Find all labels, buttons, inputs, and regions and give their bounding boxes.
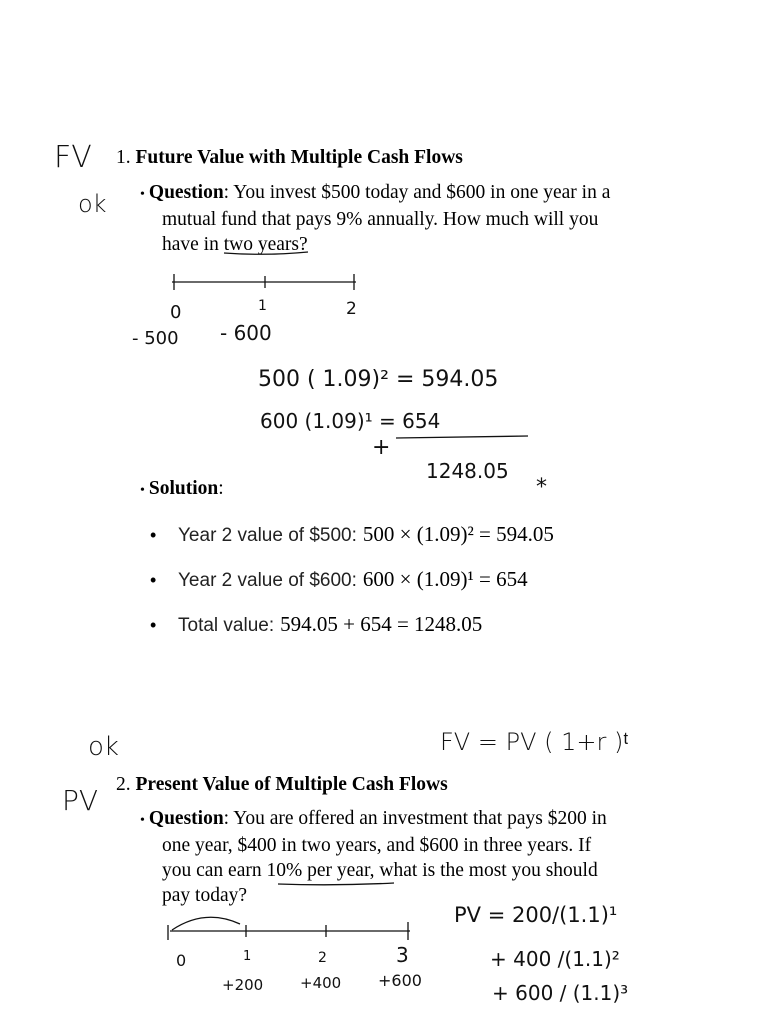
timeline-tick-2: 2 [318,950,327,966]
timeline-tick-3: 3 [396,943,409,967]
timeline-tick-1: 1 [258,298,267,314]
work-plus: + [372,435,391,460]
section2-number: 2. [116,774,131,795]
question-text: ? [299,234,308,255]
solution-item-equation: 594.05 + 654 = 1248.05 [280,612,483,636]
margin-note-pv: PV [62,784,99,817]
pv-work-line-1: PV = 200/(1.1)¹ [454,903,618,927]
cash-flow-1: - 600 [220,321,272,345]
solution-label: Solution [148,478,219,499]
pv-work-line-2: + 400 /(1.1)² [490,947,620,971]
solution-item-label: Year 2 value of $500: [178,525,357,546]
timeline-tick-0: 0 [170,302,182,323]
work-line-2: 600 (1.09)¹ = 654 [260,409,441,433]
solution-item-label: Total value: [178,615,275,636]
bullet: • [150,615,157,635]
question-line: one year, $400 in two years, and $600 in three years. If [162,835,592,856]
section1-question: • Question: You invest $500 today and $600 in one year in a mutual fund that pays 9% annually. How much will you have in two years? [140,182,611,255]
question-text: you can earn [162,860,267,881]
question-line: pay today? [162,885,248,906]
margin-note-ok: ok [78,190,107,218]
formula-note: FV = PV ( 1+r )ᵗ [440,728,629,756]
solution-item-label: Year 2 value of $600: [178,570,357,591]
section2-title: Present Value of Multiple Cash Flows [135,774,448,795]
question-text: : You invest $500 today and $600 in one year in a [223,182,611,203]
cash-flow-1: +400 [300,974,342,992]
section1-number: 1. [116,147,131,168]
question-text: : You are offered an investment that pays $200 in [223,808,607,829]
solution-heading: • Solution: [140,478,224,499]
question-text: what is the most you should [374,860,598,881]
bullet: • [150,525,157,545]
pv-work-line-3: + 600 / (1.1)³ [492,981,629,1005]
timeline-tick-1: 1 [243,949,252,964]
cash-flow-0: - 500 [132,328,179,349]
question-label: Question [148,182,224,203]
margin-note-fv: FV [54,140,92,175]
question-label: Question [148,808,224,829]
cash-flow-0: +200 [222,976,264,994]
timeline-tick-0: 0 [176,951,187,970]
bullet: • [150,570,157,590]
section1-title: Future Value with Multiple Cash Flows [135,147,463,168]
underlined-phrase: 10% per year, [266,860,375,881]
work-star: * [536,475,547,500]
solution-item-equation: 600 × (1.09)¹ = 654 [362,567,528,591]
solution-colon: : [218,478,224,499]
timeline-tick-2: 2 [346,299,357,319]
work-total: 1248.05 [426,459,509,483]
cash-flow-2: +600 [378,971,422,990]
margin-note-ok: ok [88,732,119,762]
underlined-phrase: two years [223,234,300,255]
section2-question: • Question: You are offered an investment that pays $200 in one year, $400 in two years, and $600 in three years. If you can earn 10% per year, what is the most you should pay today? [140,808,607,906]
question-text: have in [162,234,224,255]
work-line-1: 500 ( 1.09)² = 594.05 [258,367,499,392]
solution-item-equation: 500 × (1.09)² = 594.05 [362,522,554,546]
question-line: mutual fund that pays 9% annually. How much will you [162,209,599,230]
